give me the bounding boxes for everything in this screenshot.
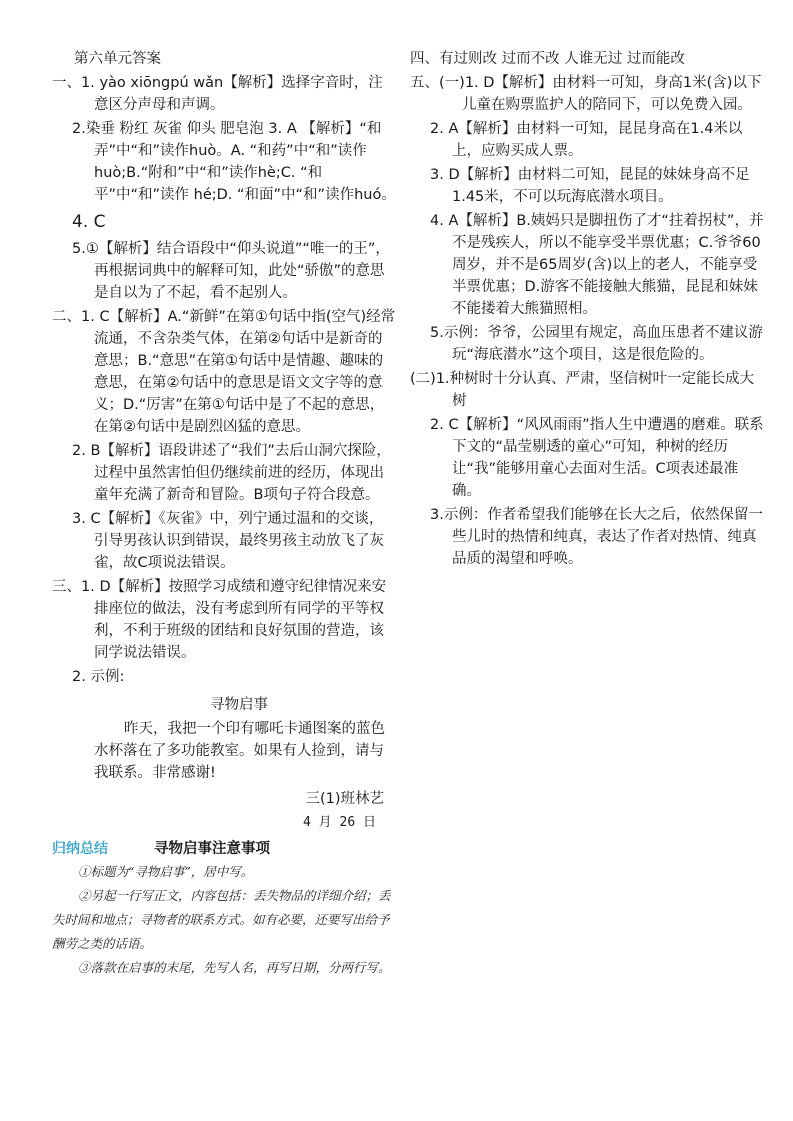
left-column (52, 48, 396, 980)
summary-line-3: ③落款在启事的末尾，先写人名，再写日期，分两行写。 (78, 960, 391, 975)
section5-part2-item1: (二)1.种树时十分认真、严肃，坚信树叶一定能长成大树 (410, 371, 755, 409)
summary-line-2: ②另起一行写正文，内容包括：丢失物品的详细介绍；丢失时间和地点；寻物者的联系方式。如有必要，还要写出给予酬劳之类的话语。 (52, 888, 391, 951)
section5-item5: 5.示例：爷爷，公园里有规定，高血压患者不建议游玩“海底潜水”这个项目，这是很危险的。 (430, 325, 763, 363)
section5-item2: 2. A【解析】由材料一可知，昆昆身高在1.4米以上，应购买成人票。 (430, 121, 743, 159)
section1-item1: 一、1. yào xiōngpú wǎn【解析】选择字音时，注意区分声母和声调。 (52, 75, 383, 113)
section1-item5: 5.①【解析】结合语段中“仰头说道”“唯一的王”，再根据词典中的解释可知，此处“骄傲”的意思是自以为了不起，看不起别人。 (72, 241, 390, 301)
section2-item2: 2. B【解析】语段讲述了“我们”去后山洞穴探险，过程中虽然害怕但仍继续前进的经历，体现出童年充满了新奇和冒险。B项句子符合段意。 (72, 443, 391, 503)
section2-item3: 3. C【解析】《灰雀》中，列宁通过温和的交谈，引导男孩认识到错误，最终男孩主动放飞了灰雀，故C项说法错误。 (72, 511, 384, 571)
section5-item4: 4. A【解析】B.姨妈只是脚扭伤了才“拄着拐杖”，并不是残疾人，所以不能享受半票优惠；C.爷爷60周岁，并不是65周岁(含)以上的老人，不能享受半票优惠；D.游客不能接触大熊猫，昆昆和妹妹不能搂着大熊猫照相。 (430, 213, 764, 317)
notice-date: 4 月 26 日 (303, 815, 376, 830)
summary-line-1: ①标题为“寻物启事”，居中写。 (78, 864, 254, 879)
notice-signature: 三(1)班林艺 (305, 791, 384, 807)
section3-item1: 三、1. D【解析】按照学习成绩和遵守纪律情况来安排座位的做法，没有考虑到所有同学的平等权利，不利于班级的团结和良好氛围的营造，该同学说法错误。 (52, 579, 387, 661)
notice-body: 昨天，我把一个印有哪吒卡通图案的蓝色水杯落在了多功能教室。如果有人捡到，请与我联系。非常感谢! (94, 721, 385, 781)
summary-title: 寻物启事注意事项 (154, 841, 270, 857)
summary-header (52, 838, 396, 860)
section1-item2: 2.染垂 粉红 灰雀 仰头 肥皂泡 3. A 【解析】“和弄”中“和”读作huò。A. “和药”中“和”读作 huò;B.“附和”中“和”读作hè;C. “和平”中“和”读作 hé;D. “和面”中“和”读作huó。 (72, 121, 396, 203)
right-column (410, 48, 765, 572)
section3-item2: 2. 示例: (72, 669, 125, 685)
section1-item4: 4. C (72, 212, 106, 232)
section5-item3: 3. D【解析】由材料二可知，昆昆的妹妹身高不足1.45米，不可以玩海底潜水项目。 (430, 167, 750, 205)
section5-part2-item2: 2. C【解析】“风风雨雨”指人生中遭遇的磨难。联系下文的“晶莹剔透的童心”可知，种树的经历让“我”能够用童心去面对生活。C项表述最准确。 (430, 417, 764, 499)
section5-part2-item3: 3.示例：作者希望我们能够在长大之后，依然保留一些儿时的热情和纯真，表达了作者对热情、纯真品质的渴望和呼唤。 (430, 507, 763, 567)
section4: 四、有过则改 过而不改 人谁无过 过而能改 (410, 51, 685, 67)
notice-title: 寻物启事 (210, 697, 268, 713)
section5-item1: 五、(一)1. D【解析】由材料一可知，身高1米(含)以下儿童在购票监护人的陪同下，可以免费入园。 (410, 75, 762, 113)
summary-tag: 归纳总结 (52, 841, 108, 857)
page-title: 第六单元答案 (74, 51, 161, 67)
section2-item1: 二、1. C【解析】A.“新鲜”在第①句话中指(空气)经常流通，不含杂类气体，在第②句话中是新奇的意思；B.“意思”在第①句话中是情趣、趣味的意思，在第②句话中的意思是语文文字等的意义；D.“厉害”在第①句话中是了不起的意思，在第②句话中是剧烈凶猛的意思。 (52, 309, 396, 435)
